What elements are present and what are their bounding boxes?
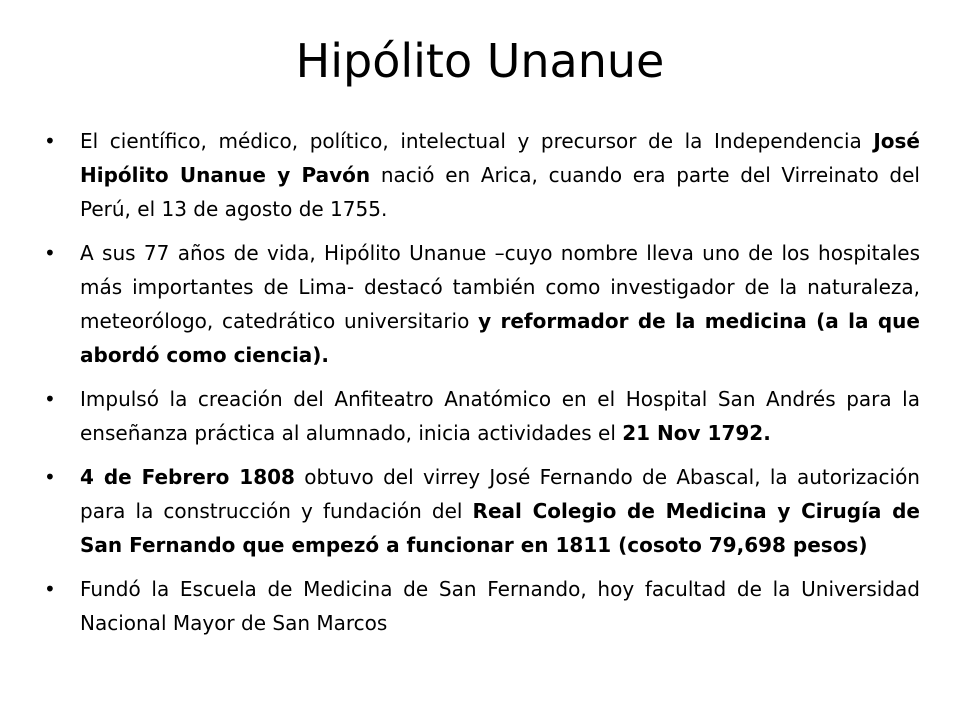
bullet-text-bold: 4 de Febrero 1808 [80, 465, 295, 489]
bullet-item [44, 460, 920, 562]
bullet-text: A sus 77 años de vida, Hipólito Unanue –cuyo nombre lleva uno de los hospitales más importantes de Lima- destacó también como investigador de la naturaleza, meteorólogo, catedrático universitario [80, 241, 920, 333]
bullet-text-bold: Real Colegio de Medicina y Cirugía de San Fernando que empezó a funcionar en 1811 (cosoto 79,698 pesos) [80, 499, 920, 557]
bullet-icon: • [44, 465, 56, 489]
bullet-text-bold: y reformador de la medicina (a la que abordó como ciencia). [80, 309, 920, 367]
bullet-item [44, 124, 920, 226]
bullet-item [44, 382, 920, 450]
bullet-icon: • [44, 577, 56, 601]
bullet-text-bold: 21 Nov 1792. [622, 421, 771, 445]
bullet-text: El científico, médico, político, intelectual y precursor de la Independencia [80, 129, 874, 153]
bullet-text: Fundó la Escuela de Medicina de San Fernando, hoy facultad de la Universidad Nacional Mayor de San Marcos [80, 577, 920, 635]
bullet-text-bold: José Hipólito Unanue y Pavón [80, 129, 920, 187]
bullet-icon: • [44, 241, 56, 265]
slide-title: Hipólito Unanue [295, 34, 665, 88]
bullet-text: nació en Arica, cuando era parte del Virreinato del Perú, el 13 de agosto de 1755. [80, 163, 920, 221]
bullet-list [44, 124, 920, 650]
bullet-icon: • [44, 129, 56, 153]
bullet-item [44, 236, 920, 372]
bullet-text: obtuvo del virrey José Fernando de Abascal, la autorización para la construcción y fundación del [80, 465, 920, 523]
bullet-item [44, 572, 920, 640]
bullet-text: Impulsó la creación del Anfiteatro Anatómico en el Hospital San Andrés para la enseñanza práctica al alumnado, inicia actividades el [80, 387, 920, 445]
bullet-icon: • [44, 387, 56, 411]
